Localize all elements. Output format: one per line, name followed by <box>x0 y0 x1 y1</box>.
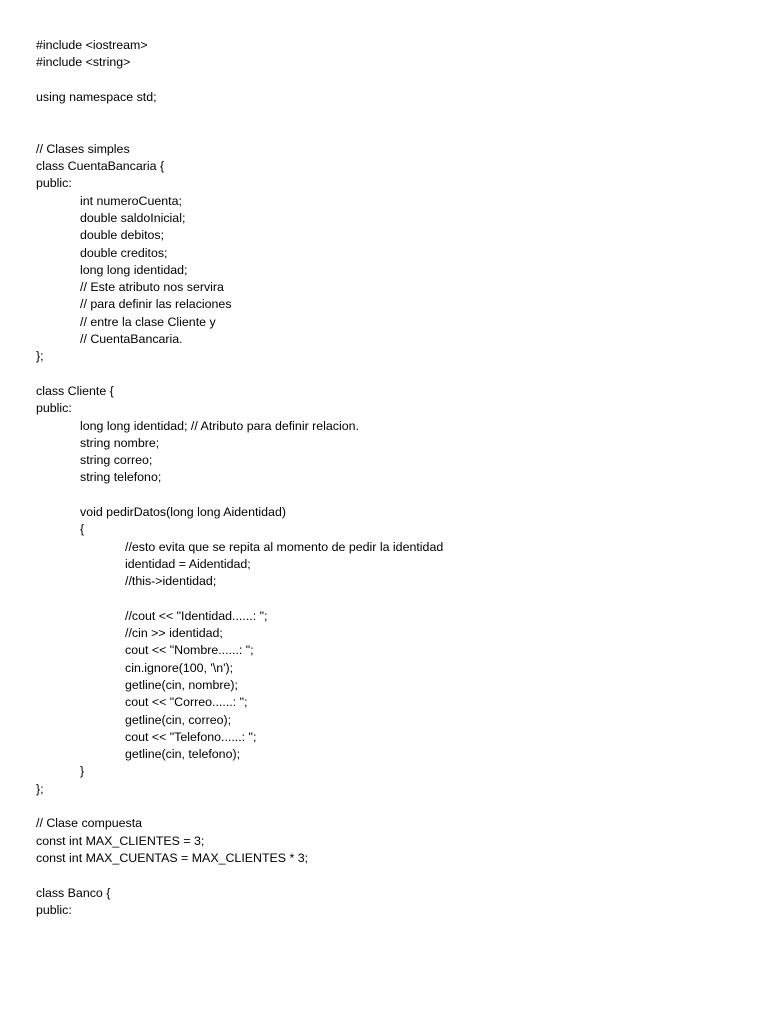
blank-line <box>36 366 748 383</box>
code-line: // CuentaBancaria. <box>80 332 183 347</box>
blank-line <box>36 487 748 504</box>
code-line: // Este atributo nos servira <box>80 280 224 295</box>
blank-line <box>36 867 748 884</box>
code-line: cout << "Telefono......: "; <box>125 729 257 744</box>
code-line: }; <box>36 349 44 364</box>
code-line: // para definir las relaciones <box>80 297 232 312</box>
code-line: class CuentaBancaria { <box>36 159 165 174</box>
code-listing <box>36 37 748 919</box>
code-line: cout << "Nombre......: "; <box>125 643 254 658</box>
code-line: // Clases simples <box>36 141 130 156</box>
code-line: using namespace std; <box>36 89 157 104</box>
code-line: //this->identidad; <box>125 574 217 589</box>
code-line: //esto evita que se repita al momento de pedir la identidad <box>125 539 444 554</box>
blank-line <box>36 798 748 815</box>
code-line: const int MAX_CLIENTES = 3; <box>36 833 205 848</box>
code-line: string nombre; <box>80 435 160 450</box>
code-line: // entre la clase Cliente y <box>80 314 216 329</box>
code-line: }; <box>36 781 44 796</box>
code-line: //cin >> identidad; <box>125 626 223 641</box>
code-line: // Clase compuesta <box>36 816 143 831</box>
code-line: class Banco { <box>36 885 111 900</box>
code-line: string correo; <box>80 453 153 468</box>
code-line: #include <string> <box>36 55 131 70</box>
code-line: public: <box>36 176 72 191</box>
code-line: } <box>80 764 85 779</box>
blank-line <box>36 591 748 608</box>
code-line: { <box>80 522 85 537</box>
blank-line <box>36 123 748 140</box>
code-line: //cout << "Identidad......: "; <box>125 608 268 623</box>
code-line: int numeroCuenta; <box>80 193 182 208</box>
blank-line <box>36 72 748 89</box>
code-line: double creditos; <box>80 245 168 260</box>
code-line: cout << "Correo......: "; <box>125 695 248 710</box>
code-line: getline(cin, telefono); <box>125 747 241 762</box>
code-line: getline(cin, correo); <box>125 712 232 727</box>
code-line: getline(cin, nombre); <box>125 677 238 692</box>
code-line: long long identidad; // Atributo para definir relacion. <box>80 418 359 433</box>
code-line: double debitos; <box>80 228 165 243</box>
code-line: #include <iostream> <box>36 38 148 52</box>
code-line: const int MAX_CUENTAS = MAX_CLIENTES * 3; <box>36 850 309 865</box>
code-line: cin.ignore(100, '\n'); <box>125 660 234 675</box>
code-line: string telefono; <box>80 470 162 485</box>
code-line: void pedirDatos(long long Aidentidad) <box>80 505 286 520</box>
code-line: long long identidad; <box>80 262 188 277</box>
code-line: public: <box>36 401 72 416</box>
code-line: class Cliente { <box>36 383 114 398</box>
code-line: identidad = Aidentidad; <box>125 556 251 571</box>
blank-line <box>36 106 748 123</box>
code-line: double saldoInicial; <box>80 210 186 225</box>
code-line: public: <box>36 902 72 917</box>
